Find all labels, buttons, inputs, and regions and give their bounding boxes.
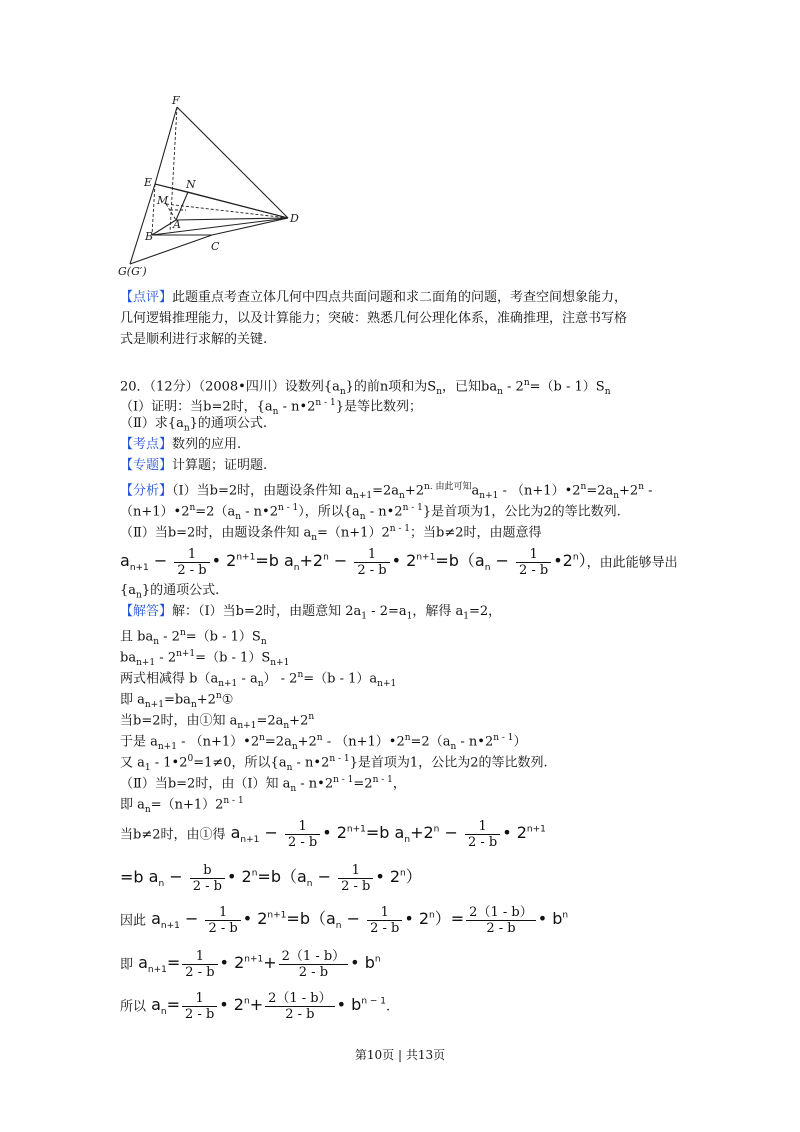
jieda-formula-2: =b $a_n$ − $\frac{b}{2 - b}$ • $2^n=b(a_n$ − $\frac{1}{2 - b}$ • 2$^n$） (120, 863, 422, 895)
jieda-line-2: 且 $ba_n - 2^n=(b - 1)S_n$ (120, 628, 267, 647)
fenxi-line-3: （Ⅱ）当b=2时，由题设条件知 $a_n=(n+1)2^{n - 1}$；当b≠2时，由题意得 (120, 524, 542, 543)
geometry-figure (110, 92, 310, 277)
fenxi-formula: $a_{n+1}$ − $\frac{1}{2 - b}$ • $2^{n+1}=b$ $a_n+2^n$ − $\frac{1}{2 - b}$ • $2^{n+1}=b(a_n$ − $\frac{1}{2 - b}$ •2$^n$），由此能够导出 (120, 547, 678, 579)
jieda-line-5: 即 $a_{n+1}=ba_n+2^n①$ (120, 691, 234, 710)
jieda-line-7: 于是 $a_{n+1}$ - $(n+1)•2^n=2a_n+2^n$ - $(n+1)•2^n=2(a_n$ - n•2$^{n - 1}$） (120, 733, 527, 752)
fenxi-line-1: 【分析】（Ⅰ）当b=2时，由题设条件知 $a_{n+1}=2a_n+2^{n. 由此可知}a_{n+1}$ - $(n+1)•2^n=2a_n+2^n$ - (120, 482, 653, 501)
jieda-line-3: $ba_{n+1} - 2^{n+1}=(b - 1)S_{n+1}$ (120, 649, 290, 668)
jieda-formula-3: 因此 $a_{n+1}$ − $\frac{1}{2 - b}$ • $2^{n+1}=b(a_n$ − $\frac{1}{2 - b}$ • $2^n)=$ $\frac{2(1 - b)}{2 - b}$ • $b^n$ (120, 905, 569, 937)
jieda-line-10: 即 $a_n=(n+1)2^{n - 1}$ (120, 796, 244, 815)
label-N: N (186, 178, 196, 191)
comment-text-3: 式是顺利进行求解的关键. (120, 332, 268, 347)
label-E: E (144, 176, 153, 189)
fenxi-line-2: $(n+1)•2^n=2(a_n$ - n•2$^{n - 1}$），所以{$a_n$ - n•2$^{n - 1}$}是首项为1，公比为2的等比数列. (120, 503, 621, 522)
label-F: F (172, 94, 180, 107)
jieda-line-6: 当b=2时，由①知 $a_{n+1}=2a_n+2^n$ (120, 712, 315, 731)
label-G: G(G′) (118, 265, 147, 277)
comment-text-2: 几何逻辑推理能力，以及计算能力；突破：熟悉几何公理化体系，准确推理，注意书写格 (120, 311, 628, 326)
comment-line-1 (120, 289, 627, 307)
fenxi-line-5: $\{a_n\}$的通项公式. (120, 583, 220, 601)
zhuanti-line: 【专题】计算题；证明题. (120, 458, 268, 473)
comment-line-2 (120, 310, 627, 328)
label-M: M (157, 194, 169, 207)
comment-text-1: 此题重点考查立体几何中四点共面问题和求二面角的问题，考查空间想象能力， (172, 290, 628, 305)
jieda-line-1: 【解答】解：（Ⅰ）当b=2时，由题意知 $2a_1 - 2=a_1$，解得 $a_1=2$， (120, 604, 502, 622)
jieda-formula-4: 即 $a_{n+1}=$ $\frac{1}{2 - b}$ • $2^{n+1}+$ $\frac{2(1 - b)}{2 - b}$ • $b^n$ (120, 949, 381, 981)
jieda-line-4: 两式相减得 $b(a_{n+1} - a_n) - 2^n=(b - 1)a_{n+1}$ (120, 670, 397, 689)
problem-part-1: （Ⅰ）证明：当b=2时，{$a_n$ - n•2$^{n - 1}$}是等比数列； (120, 398, 422, 417)
jieda-line-9: （Ⅱ）当b=2时，由（Ⅰ）知 $a_n$ - $n•2^{n - 1}=2^{n - 1}$， (120, 775, 406, 794)
kaodian-line: 【考点】数列的应用. (120, 437, 242, 452)
problem-heading: 20．（12分）（2008•四川）设数列$\{a_n\}$的前n项和为$S_n$，已知$ba_n - 2^n=(b - 1)S_n$ (120, 378, 611, 397)
comment-tag: 【点评】 (120, 290, 173, 305)
jieda-formula-5: 所以 $a_n=$ $\frac{1}{2 - b}$ • $2^n+$ $\frac{2(1 - b)}{2 - b}$ • $b^{n - 1}$. (120, 991, 391, 1023)
jieda-formula-1: 当b≠2时，由①得 $a_{n+1}$ − $\frac{1}{2 - b}$ • $2^{n+1}=b$ $a_n+2^n$ − $\frac{1}{2 - b}$ • $2^{n+1}$ (120, 819, 546, 851)
label-B: B (145, 230, 154, 243)
label-A: A (173, 218, 181, 231)
comment-line-3 (120, 331, 267, 349)
label-C: C (211, 240, 220, 253)
jieda-line-8: 又 $a_1$ - $1•2^0=1\ne 0$，所以{$a_n$ - n•2$^{n - 1}$}是首项为1，公比为2的等比数列. (120, 754, 548, 773)
page-footer: 第10页 | 共13页 (354, 1048, 446, 1062)
label-D: D (290, 212, 299, 225)
problem-part-2: （Ⅱ）求$\{a_n\}$的通项公式. (120, 416, 268, 434)
